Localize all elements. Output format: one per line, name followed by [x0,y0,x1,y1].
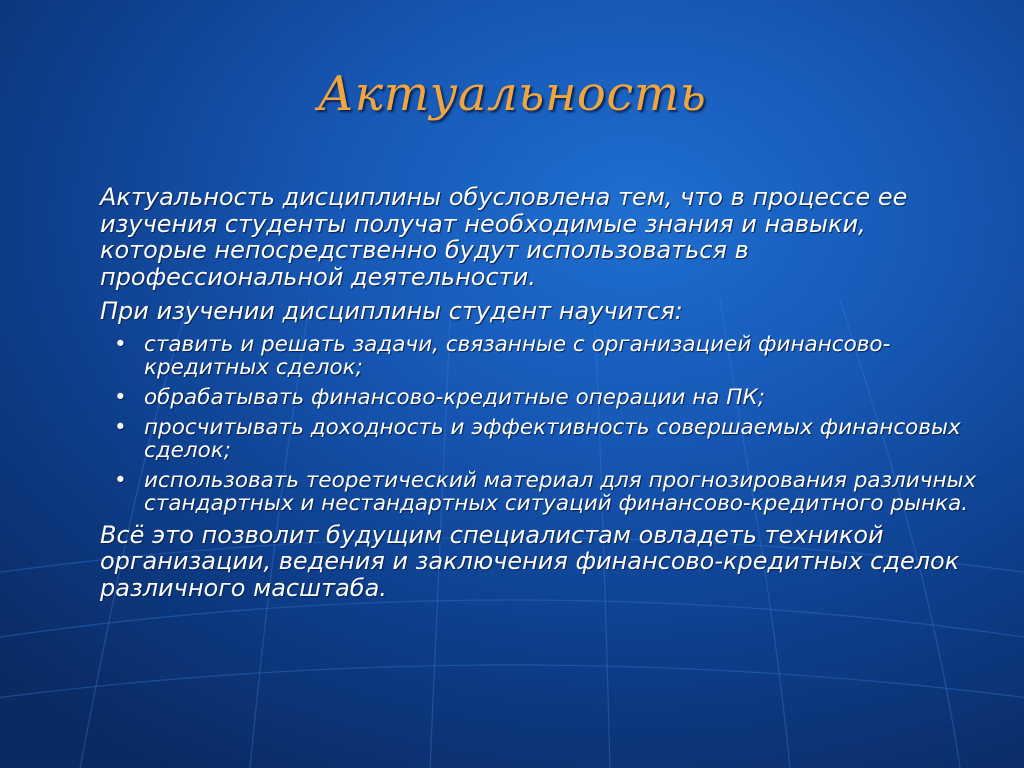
list-item [100,333,980,379]
bullet-icon: • [114,331,127,357]
list-item [100,416,980,462]
bullet-icon: • [114,467,127,493]
skills-list [100,333,980,515]
list-item-text: использовать теоретический материал для прогнозирования различных стандартных и нестандартных ситуаций финансово-кредитного рынка. [144,467,977,516]
list-item [100,386,980,409]
learn-heading: При изучении дисциплины студент научится: [100,297,683,325]
list-item-text: обрабатывать финансово-кредитные операции на ПК; [144,384,765,410]
slide-title: Актуальность [317,66,707,122]
list-item-text: просчитывать доходность и эффективность совершаемых финансовых сделок; [144,414,961,463]
bullet-icon: • [114,414,127,440]
intro-paragraph: Актуальность дисциплины обусловлена тем, что в процессе ее изучения студенты получат необходимые знания и навыки, которые непосредственно будут использоваться в профессиональной деятельности. [100,183,908,291]
conclusion-paragraph: Всё это позволит будущим специалистам овладеть техникой организации, ведения и заключения финансово-кредитных сделок различного масштаба. [100,520,960,602]
list-item [100,469,980,515]
slide-body [100,184,980,609]
bullet-icon: • [114,384,127,410]
list-item-text: ставить и решать задачи, связанные с организацией финансово-кредитных сделок; [144,331,891,380]
